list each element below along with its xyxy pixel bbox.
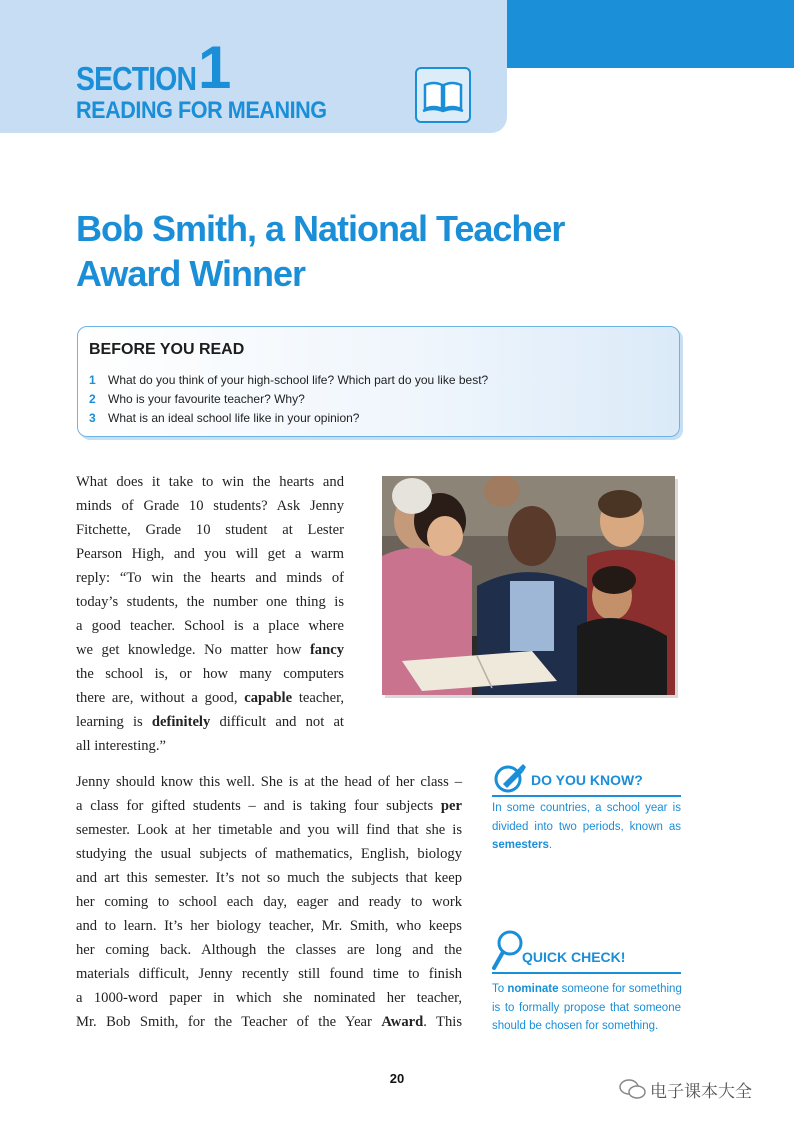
text-line: minds of Grade 10 students? Ask Jenny: [76, 498, 344, 514]
section-subtitle: READING FOR MEANING: [76, 97, 327, 124]
keyword-per: per: [440, 798, 462, 814]
question-text: Who is your favourite teacher? Why?: [108, 392, 305, 406]
section-label: SECTION: [76, 60, 197, 97]
do-you-know-rule: [492, 795, 681, 797]
text-run: . This: [423, 1014, 463, 1030]
watermark-text: 电子课本大全: [650, 1082, 752, 1102]
text-line: her coming to school each day, eager and ready to work: [76, 894, 462, 910]
question-item: [89, 371, 488, 390]
keyword-award: Award: [381, 1014, 424, 1030]
keyword-definitely: definitely: [151, 714, 211, 730]
article-paragraph-2: [76, 770, 462, 1034]
text-run: difficult and not at: [210, 714, 344, 730]
text-line: [76, 1010, 462, 1034]
question-text: What do you think of your high-school life? Which part do you like best?: [108, 373, 489, 387]
text-line: all interesting.”: [76, 738, 166, 754]
text-line: [76, 794, 462, 818]
quick-check-heading: QUICK CHECK!: [522, 949, 626, 965]
question-number: 1: [89, 373, 96, 387]
text-line: a good teacher. School is a place where: [76, 618, 344, 634]
text-run: To: [492, 983, 508, 995]
keyword-nominate: nominate: [507, 983, 559, 995]
page-title: [76, 206, 596, 296]
text-line: semester. Look at her timetable and you will find that she is: [76, 822, 462, 838]
text-run: Mr. Bob Smith, for the Teacher of the Year: [76, 1014, 382, 1030]
question-item: [89, 409, 488, 428]
text-run: someone for something: [558, 983, 682, 995]
text-run: learning is: [76, 714, 152, 730]
text-line: and art this semester. It’s not so much the subjects that keep: [76, 870, 462, 886]
do-you-know-text: [492, 799, 681, 855]
section-number: 1: [198, 34, 232, 101]
text-run: there are, without a good,: [76, 690, 245, 706]
text-line: [76, 638, 344, 662]
text-line: Pearson High, and you will get a warm: [76, 546, 344, 562]
question-text: What is an ideal school life like in your opinion?: [108, 411, 360, 425]
header-accent-bar: [507, 0, 794, 68]
title-line-1: Bob Smith, a National Teacher: [76, 208, 565, 249]
text-line: a 1000-word paper in which she nominated her teacher,: [76, 990, 462, 1006]
text-line: studying the usual subjects of mathematics, English, biology: [76, 846, 462, 862]
text-run: a class for gifted students – and is taking four subjects: [76, 798, 441, 814]
text-line: [76, 710, 344, 734]
text-line: In some countries, a school year is: [492, 802, 681, 814]
keyword-fancy: fancy: [309, 642, 344, 658]
text-run: we get knowledge. No matter how: [76, 642, 310, 658]
keyword-semesters: semesters: [492, 839, 549, 851]
question-number: 2: [89, 392, 96, 406]
classroom-photo: [382, 476, 675, 695]
article-paragraph-1: [76, 470, 344, 758]
text-line: is to formally propose that someone: [492, 1001, 681, 1014]
text-line: should be chosen for something.: [492, 1020, 659, 1032]
text-line: [492, 980, 681, 999]
text-line: Fitchette, Grade 10 student at Lester: [76, 522, 344, 538]
title-line-2: Award Winner: [76, 253, 306, 294]
text-run: teacher,: [292, 690, 344, 706]
text-line: the school is, or how many computers: [76, 666, 344, 682]
magnifier-icon: [492, 930, 524, 972]
book-icon: [415, 67, 471, 123]
before-you-read-box: [77, 326, 680, 437]
wechat-icon: [618, 1078, 648, 1100]
keyword-capable: capable: [244, 690, 293, 706]
before-you-read-heading: BEFORE YOU READ: [89, 341, 245, 358]
question-item: [89, 390, 488, 409]
text-line: [492, 836, 681, 855]
page-number: 20: [389, 1071, 405, 1086]
text-line: her coming back. Although the classes are long and the: [76, 942, 462, 958]
text-line: divided into two periods, known as: [492, 820, 681, 833]
question-number: 3: [89, 411, 96, 425]
text-line: reply: “To win the hearts and minds of: [76, 570, 344, 586]
text-run: .: [548, 839, 553, 851]
text-line: [76, 686, 344, 710]
text-line: and to learn. It’s her biology teacher, Mr. Smith, who keeps: [76, 918, 462, 934]
text-line: What does it take to win the hearts and: [76, 474, 344, 490]
quick-check-rule: [492, 972, 681, 974]
quick-check-text: [492, 980, 681, 1036]
do-you-know-heading: DO YOU KNOW?: [531, 772, 643, 788]
text-line: materials difficult, Jenny recently still found time to finish: [76, 966, 462, 982]
question-list: [89, 371, 488, 428]
text-line: today’s students, the number one thing is: [76, 594, 344, 610]
text-line: Jenny should know this well. She is at the head of her class –: [76, 774, 462, 790]
do-you-know-icon: [493, 762, 527, 794]
